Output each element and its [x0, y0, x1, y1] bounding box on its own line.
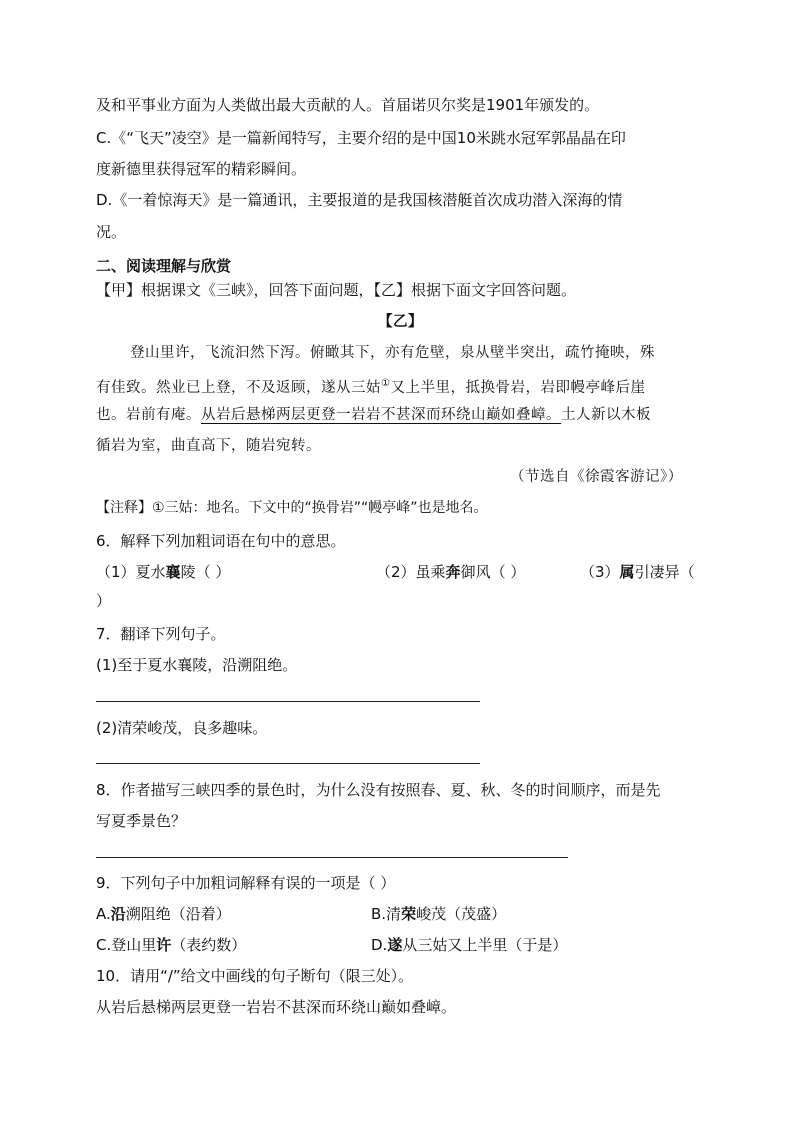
- question-6-item3: [580, 561, 695, 583]
- question-9-option-b: [371, 903, 506, 925]
- q9-d-rest: 从三姑又上半里（于是）: [402, 936, 568, 954]
- q6-item1-post: 陵（ ）: [180, 563, 231, 581]
- question-9-option-a: [96, 903, 231, 925]
- q9-c-rest: （表约数）: [171, 936, 247, 954]
- option-d-line1: D.《一着惊海天》是一篇通讯，主要报道的是我国核潜艇首次成功潜入深海的情: [96, 191, 623, 209]
- option-c-line2: 度新德里获得冠军的精彩瞬间。: [96, 160, 307, 178]
- passage-line1: 登山里许，飞流汩然下泻。俯瞰其下，亦有危壁，泉从壁半突出，疏竹掩映，殊: [130, 345, 655, 361]
- q6-item3-post: 引凄异（: [634, 563, 695, 581]
- passage-line3: [96, 404, 651, 426]
- question-6-close: ）: [96, 592, 112, 610]
- footnote-marker: ①: [381, 378, 391, 389]
- question-8-stem1: 8．作者描写三峡四季的景色时，为什么没有按照春、夏、秋、冬的时间顺序，而是先: [96, 781, 661, 799]
- q6-item3-bold: 属: [619, 563, 635, 581]
- question-7-sentence2: (2)清荣峻茂，良多趣味。: [96, 719, 268, 737]
- question-6-stem: 6．解释下列加粗词语在句中的意思。: [96, 532, 346, 550]
- option-b-continuation: 及和平事业方面为人类做出最大贡献的人。首届诺贝尔奖是1901年颁发的。: [96, 96, 600, 114]
- annotation-note: 【注释】①三姑：地名。下文中的“换骨岩”“幔亭峰”也是地名。: [96, 500, 488, 516]
- question-6-item2: [376, 561, 525, 583]
- q9-d-label: D.: [371, 936, 388, 954]
- question-9-option-d: [371, 934, 567, 956]
- question-7-sentence1: (1)至于夏水襄陵，沿溯阻绝。: [96, 656, 298, 674]
- passage-line2-text: 有佳致。然业已上登，不及返顾，遂从三姑: [96, 379, 381, 396]
- passage-title: 【乙】: [378, 313, 423, 330]
- q9-a-bold: 沿: [110, 905, 126, 923]
- question-9-stem: 9．下列句子中加粗词解释有误的一项是（ ）: [96, 874, 396, 892]
- question-9-option-c: [96, 934, 246, 956]
- q6-item2-post: 御风（ ）: [460, 563, 526, 581]
- question-6-item1: [96, 561, 230, 583]
- question-10-stem: 10．请用“/”给文中画线的句子断句（限三处）。: [96, 967, 414, 985]
- q6-item1-pre: （1）夏水: [96, 563, 166, 581]
- answer-line-7-2[interactable]: [96, 763, 480, 764]
- section-heading: 二、阅读理解与欣赏: [96, 257, 232, 275]
- option-d-line2: 况。: [96, 223, 127, 241]
- option-c-line1: C.《“飞天”凌空》是一篇新闻特写，主要介绍的是中国10米跳水冠军郭晶晶在印: [96, 129, 626, 147]
- passage-line4: 循岩为室，曲直高下，随岩宛转。: [96, 438, 321, 454]
- q9-a-label: A.: [96, 905, 111, 923]
- q9-b-bold: 荣: [401, 905, 417, 923]
- passage-line3-post: 土人新以木板: [561, 407, 651, 423]
- q6-item2-bold: 奔: [445, 563, 461, 581]
- question-8-stem2: 写夏季景色？: [96, 812, 187, 830]
- passage-source: （节选自《徐霞客游记》）: [510, 469, 683, 485]
- q9-b-label: B.清: [371, 905, 402, 923]
- q9-c-label: C.登山里: [96, 936, 157, 954]
- answer-line-8[interactable]: [96, 857, 568, 858]
- section-intro: 【甲】根据课文《三峡》，回答下面问题，【乙】根据下面文字回答问题。: [96, 281, 577, 299]
- q9-a-rest: 溯阻绝（沿着）: [125, 905, 231, 923]
- q9-d-bold: 遂: [387, 936, 403, 954]
- passage-line3-pre: 也。岩前有庵。: [96, 407, 201, 423]
- q9-c-bold: 许: [156, 936, 172, 954]
- answer-line-7-1[interactable]: [96, 701, 480, 702]
- underlined-sentence: 从岩后悬梯两层更登一岩岩不甚深而环绕山巅如叠嶂。: [201, 407, 561, 423]
- q6-item1-bold: 襄: [165, 563, 181, 581]
- question-10-sentence: 从岩后悬梯两层更登一岩岩不甚深而环绕山巅如叠嶂。: [96, 998, 457, 1016]
- passage-line2: [96, 373, 645, 399]
- q6-item2-pre: （2）虽乘: [376, 563, 446, 581]
- question-7-stem: 7．翻译下列句子。: [96, 625, 226, 643]
- q9-b-rest: 峻茂（茂盛）: [416, 905, 507, 923]
- q6-item3-pre: （3）: [580, 563, 620, 581]
- passage-line2-rest: 又上半里，抵换骨岩，岩即幔亭峰后崖: [390, 379, 646, 396]
